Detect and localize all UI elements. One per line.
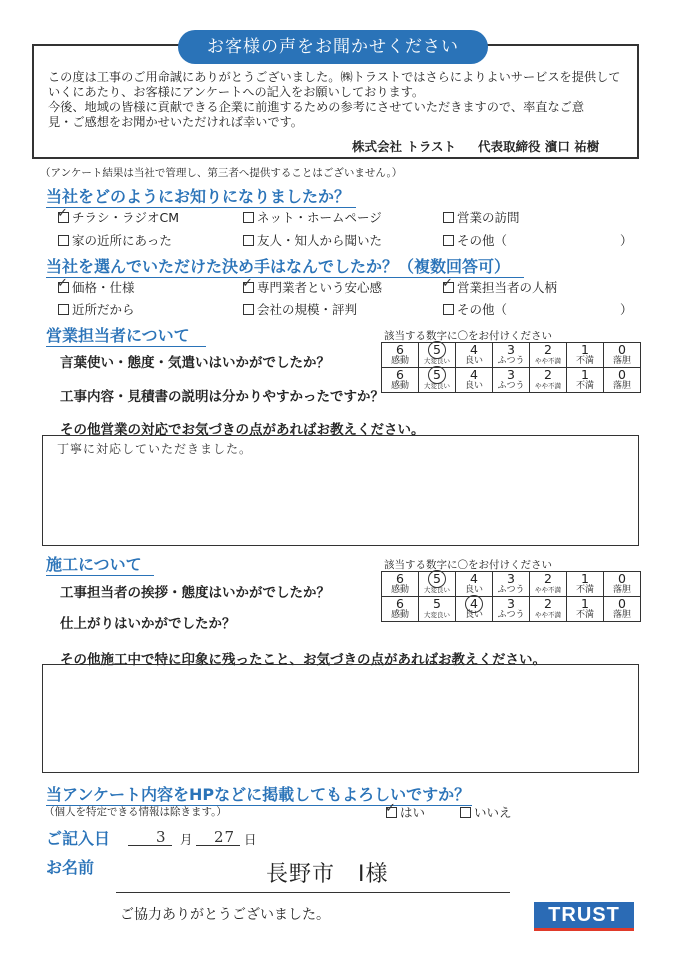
rating-cell-6[interactable] bbox=[382, 597, 419, 622]
rating-number: 5 bbox=[433, 571, 441, 586]
rating-cell-0[interactable] bbox=[604, 343, 641, 368]
rating-label: 大変良い bbox=[424, 611, 450, 619]
rating-cell-2[interactable] bbox=[530, 343, 567, 368]
rating-number: 0 bbox=[618, 367, 626, 382]
rating-number: 3 bbox=[507, 342, 515, 357]
survey-title: お客様の声をお聞かせください bbox=[178, 30, 488, 64]
rating-number: 4 bbox=[470, 342, 478, 357]
q1-option[interactable]: 家の近所にあった bbox=[58, 231, 172, 249]
rating-number: 3 bbox=[507, 596, 515, 611]
selected-circle-icon bbox=[428, 366, 446, 384]
rating-number: 0 bbox=[618, 596, 626, 611]
rating-label: 良い bbox=[464, 381, 483, 391]
intro-text-line: この度は工事のご用命誠にありがとうございました。㈱トラストではさらによりよいサービスを提供して bbox=[48, 70, 621, 84]
rating-cell-4[interactable] bbox=[456, 368, 493, 393]
rating-cell-5[interactable] bbox=[419, 572, 456, 597]
checkmark-icon: ✓ bbox=[442, 275, 453, 291]
rating-cell-1[interactable] bbox=[567, 368, 604, 393]
rating-number: 0 bbox=[618, 571, 626, 586]
construction-comment-prompt: その他施工中で特に印象に残ったこと、お気づきの点があればお教えください。 bbox=[60, 652, 546, 668]
rating-cell-1[interactable] bbox=[567, 597, 604, 622]
rating-label: 不満 bbox=[575, 585, 594, 595]
rating-label: やや不満 bbox=[535, 611, 561, 619]
rating-label: 感動 bbox=[390, 610, 409, 620]
rating-cell-0[interactable] bbox=[604, 572, 641, 597]
rating-number: 1 bbox=[581, 571, 589, 586]
rating-label: ふつう bbox=[497, 356, 525, 366]
rating-cell-0[interactable] bbox=[604, 368, 641, 393]
rating-number: 4 bbox=[470, 571, 478, 586]
checkmark-icon: ✓ bbox=[57, 205, 68, 221]
checkbox[interactable] bbox=[443, 212, 454, 223]
rating-number: 4 bbox=[470, 367, 478, 382]
q1-option[interactable]: その他（ bbox=[443, 231, 507, 249]
checkmark-icon: ✓ bbox=[385, 800, 396, 816]
checkbox[interactable] bbox=[243, 212, 254, 223]
rating-number: 6 bbox=[396, 596, 404, 611]
rating-number: 3 bbox=[507, 367, 515, 382]
rating-label: 不満 bbox=[575, 381, 594, 391]
date-day-value[interactable]: 27 bbox=[214, 828, 236, 846]
rating-cell-5[interactable] bbox=[419, 368, 456, 393]
rating-cell-5[interactable] bbox=[419, 343, 456, 368]
privacy-note: （アンケート結果は当社で管理し、第三者へ提供することはございません。） bbox=[40, 167, 403, 179]
sales-comment-prompt: その他営業の対応でお気づきの点があればお教えください。 bbox=[60, 422, 425, 438]
thanks-text: ご協力ありがとうございました。 bbox=[120, 907, 330, 923]
construction-heading: 施工について bbox=[46, 552, 154, 576]
q1-option[interactable]: 営業の訪問 bbox=[443, 208, 520, 226]
rating-label: 不満 bbox=[575, 610, 594, 620]
rating-label: 落胆 bbox=[612, 381, 631, 391]
rating-cell-3[interactable] bbox=[493, 343, 530, 368]
rating-label: 良い bbox=[464, 610, 483, 620]
trust-logo: TRUST bbox=[534, 902, 634, 931]
rating-cell-1[interactable] bbox=[567, 572, 604, 597]
rating-number: 0 bbox=[618, 342, 626, 357]
rating-label: ふつう bbox=[497, 585, 525, 595]
rating-label: やや不満 bbox=[535, 357, 561, 365]
rating-number: 5 bbox=[433, 596, 441, 611]
rating-number: 1 bbox=[581, 342, 589, 357]
rating-cell-6[interactable] bbox=[382, 572, 419, 597]
checkbox[interactable] bbox=[57, 275, 69, 293]
name-value[interactable]: 長野市 I様 bbox=[266, 862, 389, 887]
rating-cell-4[interactable] bbox=[456, 572, 493, 597]
rating-label: 感動 bbox=[390, 381, 409, 391]
publish-heading: 当アンケート内容をHPなどに掲載してもよろしいですか？ bbox=[46, 782, 472, 806]
q2-option[interactable]: ✓ 価格・仕様 bbox=[57, 275, 135, 295]
rating-number: 2 bbox=[544, 342, 552, 357]
rating-number: 6 bbox=[396, 342, 404, 357]
construction-question: 工事担当者の挨拶・態度はいかがでしたか？ bbox=[60, 585, 330, 601]
rating-label: 大変良い bbox=[424, 357, 450, 365]
rating-number: 1 bbox=[581, 596, 589, 611]
date-month-value[interactable]: 3 bbox=[156, 828, 167, 846]
rating-hint: 該当する数字に〇をお付けください bbox=[384, 559, 552, 571]
q2-option[interactable]: 近所だから bbox=[58, 300, 135, 318]
q2-heading: 当社を選んでいただけた決め手はなんでしたか？（複数回答可） bbox=[46, 254, 524, 278]
name-label: お名前 bbox=[46, 858, 95, 877]
rating-cell-3[interactable] bbox=[493, 572, 530, 597]
publish-note: （個人を特定できる情報は除きます。） bbox=[44, 806, 227, 818]
rating-number: 3 bbox=[507, 571, 515, 586]
rating-row bbox=[382, 343, 641, 368]
rating-cell-2[interactable] bbox=[530, 368, 567, 393]
checkbox[interactable] bbox=[442, 275, 454, 293]
intro-text-line: 見・ご感想をお聞かせいただければ幸いです。 bbox=[48, 115, 303, 129]
rating-number: 6 bbox=[396, 571, 404, 586]
rating-label: 落胆 bbox=[612, 585, 631, 595]
q1-heading: 当社をどのようにお知りになりましたか？ bbox=[46, 184, 356, 208]
representative-name: 代表取締役 濱口 祐樹 bbox=[478, 139, 600, 154]
rating-label: 大変良い bbox=[424, 382, 450, 390]
rating-cell-2[interactable] bbox=[530, 597, 567, 622]
rating-row bbox=[382, 368, 641, 393]
selected-circle-icon bbox=[428, 341, 446, 359]
rating-number: 2 bbox=[544, 571, 552, 586]
checkbox[interactable] bbox=[58, 304, 69, 315]
rating-cell-4[interactable] bbox=[456, 597, 493, 622]
checkbox[interactable] bbox=[443, 235, 454, 246]
rating-cell-3[interactable] bbox=[493, 368, 530, 393]
rating-label: 感動 bbox=[390, 356, 409, 366]
rating-number: 5 bbox=[433, 342, 441, 357]
rating-table-sales bbox=[381, 342, 641, 393]
q2-option[interactable]: 会社の規模・評判 bbox=[243, 300, 357, 318]
sales-heading: 営業担当者について bbox=[46, 323, 206, 347]
rating-cell-4[interactable] bbox=[456, 343, 493, 368]
checkbox[interactable] bbox=[460, 807, 471, 818]
rating-label: 大変良い bbox=[424, 586, 450, 594]
sales-question: 言葉使い・態度・気遣いはいかがでしたか？ bbox=[60, 355, 330, 371]
sales-comment-text: 丁寧に対応していただきました。 bbox=[57, 442, 253, 456]
rating-number: 1 bbox=[581, 367, 589, 382]
sales-question: 工事内容・見積書の説明は分かりやすかったですか？ bbox=[60, 389, 384, 405]
publish-yes-option[interactable]: ✓ はい bbox=[385, 800, 426, 820]
checkmark-icon: ✓ bbox=[242, 275, 253, 291]
checkbox[interactable] bbox=[58, 235, 69, 246]
close-paren: ） bbox=[620, 233, 633, 248]
checkbox[interactable] bbox=[57, 205, 69, 223]
rating-cell-6[interactable] bbox=[382, 368, 419, 393]
rating-label: 良い bbox=[464, 356, 483, 366]
checkbox[interactable] bbox=[242, 275, 254, 293]
publish-no-option[interactable]: いいえ bbox=[460, 803, 512, 821]
selected-circle-icon bbox=[465, 595, 483, 613]
construction-question: 仕上がりはいかがでしたか？ bbox=[60, 616, 236, 632]
checkbox[interactable] bbox=[243, 235, 254, 246]
rating-cell-0[interactable] bbox=[604, 597, 641, 622]
rating-number: 4 bbox=[470, 596, 478, 611]
q1-option[interactable]: 友人・知人から聞いた bbox=[243, 231, 382, 249]
sales-comment-box[interactable] bbox=[42, 435, 639, 546]
rating-number: 2 bbox=[544, 367, 552, 382]
checkbox[interactable] bbox=[385, 800, 397, 818]
rating-label: 落胆 bbox=[612, 610, 631, 620]
rating-label: やや不満 bbox=[535, 586, 561, 594]
rating-table-construction bbox=[381, 571, 641, 622]
rating-label: 良い bbox=[464, 585, 483, 595]
rating-row bbox=[382, 572, 641, 597]
rating-cell-6[interactable] bbox=[382, 343, 419, 368]
intro-text-line: 今後、地域の皆様に貢献できる企業に前進するための参考にさせていただきますので、率直なご意 bbox=[48, 100, 585, 114]
rating-label: ふつう bbox=[497, 381, 525, 391]
checkbox[interactable] bbox=[443, 304, 454, 315]
q2-option[interactable]: ✓ 専門業者という安心感 bbox=[242, 275, 383, 295]
checkbox[interactable] bbox=[243, 304, 254, 315]
q1-option[interactable]: ✓ チラシ・ラジオCM bbox=[57, 205, 180, 225]
company-name: 株式会社 トラスト bbox=[352, 139, 456, 154]
q2-option[interactable]: その他（ bbox=[443, 300, 507, 318]
day-unit: 日 bbox=[244, 832, 257, 847]
rating-label: やや不満 bbox=[535, 382, 561, 390]
intro-text-line: いくにあたり、お客様にアンケートへの記入をお願いしております。 bbox=[48, 85, 425, 99]
selected-circle-icon bbox=[428, 570, 446, 588]
rating-number: 6 bbox=[396, 367, 404, 382]
month-unit: 月 bbox=[180, 832, 193, 847]
rating-cell-3[interactable] bbox=[493, 597, 530, 622]
name-line bbox=[116, 892, 510, 893]
rating-label: 感動 bbox=[390, 585, 409, 595]
construction-comment-box[interactable] bbox=[42, 664, 639, 773]
q2-option[interactable]: ✓ 営業担当者の人柄 bbox=[442, 275, 558, 295]
rating-number: 5 bbox=[433, 367, 441, 382]
rating-number: 2 bbox=[544, 596, 552, 611]
rating-label: 落胆 bbox=[612, 356, 631, 366]
rating-label: ふつう bbox=[497, 610, 525, 620]
rating-hint: 該当する数字に〇をお付けください bbox=[384, 330, 552, 342]
rating-row bbox=[382, 597, 641, 622]
q1-option[interactable]: ネット・ホームページ bbox=[243, 208, 382, 226]
rating-cell-1[interactable] bbox=[567, 343, 604, 368]
date-label: ご記入日 bbox=[46, 829, 111, 848]
close-paren: ） bbox=[620, 302, 633, 317]
rating-label: 不満 bbox=[575, 356, 594, 366]
rating-cell-2[interactable] bbox=[530, 572, 567, 597]
rating-cell-5[interactable] bbox=[419, 597, 456, 622]
checkmark-icon: ✓ bbox=[57, 275, 68, 291]
